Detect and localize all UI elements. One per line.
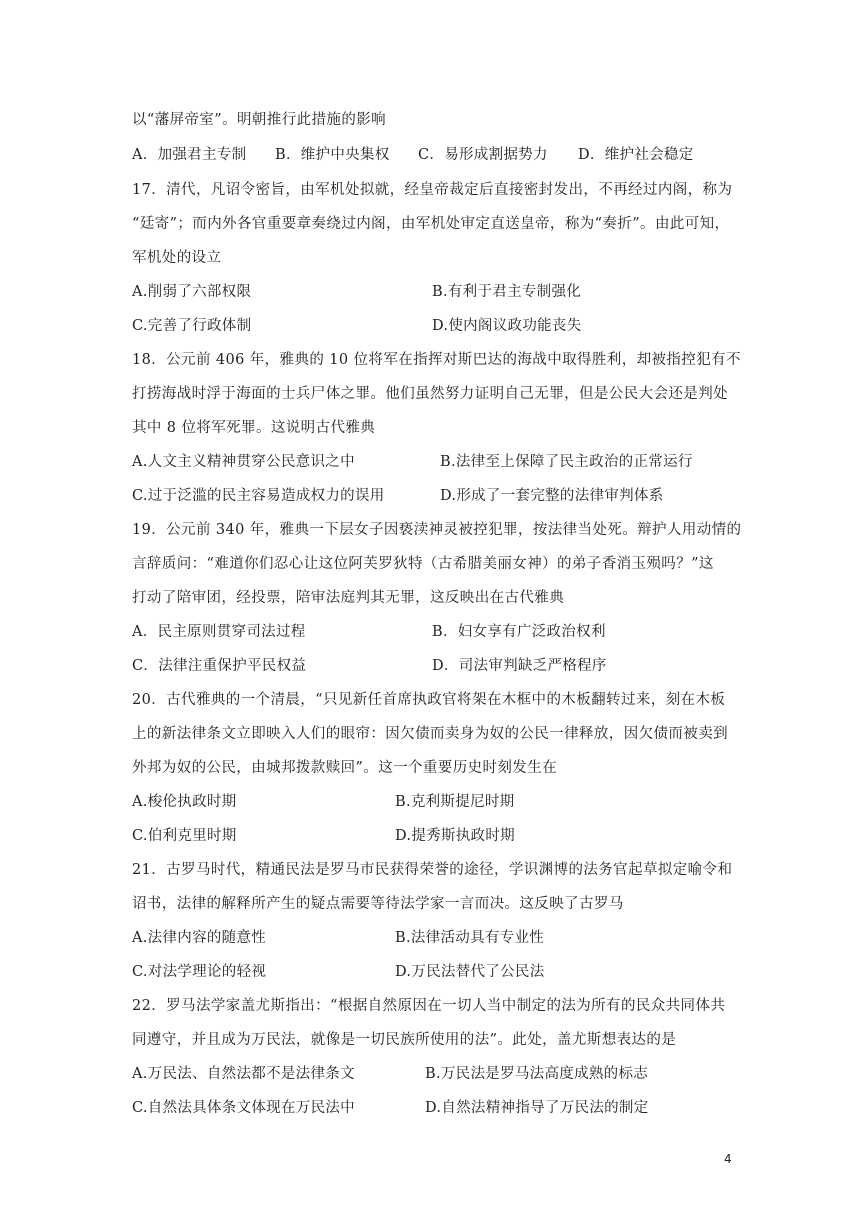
q22-option-d: D.自然法精神指导了万民法的制定	[425, 1100, 649, 1116]
q17-stem-line3: 军机处的设立	[132, 250, 222, 266]
q16-option-c: C．易形成割据势力	[418, 147, 548, 163]
q19-stem-line3: 打动了陪审团，经投票，陪审法庭判其无罪，这反映出在古代雅典	[132, 590, 565, 606]
q18-stem-line1: 18．公元前 406 年，雅典的 10 位将军在指挥对斯巴达的海战中取得胜利，却被指控犯有不	[132, 352, 741, 368]
q16-option-a: A．加强君主专制	[132, 147, 247, 163]
q20-stem-line3: 外邦为奴的公民，由城邦拨款赎回”。这一个重要历史时刻发生在	[132, 760, 558, 776]
q21-option-d: D.万民法替代了公民法	[395, 964, 545, 980]
q20-stem-line1: 20．古代雅典的一个清晨，“只见新任首席执政官将架在木框中的木板翻转过来，刻在木板	[132, 692, 726, 708]
q18-option-c: C.过于泛滥的民主容易造成权力的误用	[132, 488, 385, 504]
q17-option-a: A.削弱了六部权限	[132, 284, 252, 300]
q22-stem-line2: 同遵守，并且成为万民法，就像是一切民族所使用的法”。此处，盖尤斯想表达的是	[132, 1032, 677, 1048]
q22-option-b: B.万民法是罗马法高度成熟的标志	[425, 1066, 649, 1082]
q22-option-c: C.自然法具体条文体现在万民法中	[132, 1100, 355, 1116]
q20-option-a: A.梭伦执政时期	[132, 794, 237, 810]
q18-option-a: A.人文主义精神贯穿公民意识之中	[132, 454, 355, 470]
q17-option-b: B.有利于君主专制强化	[432, 284, 582, 300]
q20-option-c: C.伯利克里时期	[132, 828, 237, 844]
q18-stem-line2: 打捞海战时浮于海面的士兵尸体之罪。他们虽然努力证明自己无罪，但是公民大会还是判处	[132, 386, 728, 402]
q20-option-b: B.克利斯提尼时期	[395, 794, 515, 810]
q17-option-d: D.使内阁议政功能丧失	[432, 318, 582, 334]
q21-option-b: B.法律活动具有专业性	[395, 930, 545, 946]
q21-option-c: C.对法学理论的轻视	[132, 964, 267, 980]
q17-stem-line1: 17．清代，凡诏令密旨，由军机处拟就，经皇帝裁定后直接密封发出，不再经过内阁，称为	[132, 182, 733, 198]
q19-option-c: C．法律注重保护平民权益	[132, 658, 307, 674]
q19-stem-line1: 19．公元前 340 年，雅典一下层女子因亵渎神灵被控犯罪，按法律当处死。辩护人用动情的	[132, 522, 742, 538]
q22-stem-line1: 22．罗马法学家盖尤斯指出：“根据自然原因在一切人当中制定的法为所有的民众共同体共	[132, 998, 726, 1014]
q16-option-d: D．维护社会稳定	[578, 147, 694, 163]
q17-option-c: C.完善了行政体制	[132, 318, 252, 334]
q19-option-a: A．民主原则贯穿司法过程	[132, 624, 306, 640]
q20-stem-line2: 上的新法律条文立即映入人们的眼帘：因欠债而卖身为奴的公民一律释放，因欠债而被卖到	[132, 726, 728, 742]
q16-stem: 以“藩屏帝室”。明朝推行此措施的影响	[132, 112, 387, 128]
q22-option-a: A.万民法、自然法都不是法律条文	[132, 1066, 355, 1082]
q20-option-d: D.提秀斯执政时期	[395, 828, 515, 844]
q18-stem-line3: 其中 8 位将军死罪。这说明古代雅典	[132, 420, 376, 436]
q21-stem-line2: 诏书，法律的解释所产生的疑点需要等待法学家一言而决。这反映了古罗马	[132, 896, 624, 912]
q16-option-b: B．维护中央集权	[275, 147, 390, 163]
q19-option-b: B．妇女享有广泛政治权利	[432, 624, 606, 640]
q19-option-d: D．司法审判缺乏严格程序	[432, 658, 607, 674]
page-number: 4	[724, 1152, 732, 1166]
q21-option-a: A.法律内容的随意性	[132, 930, 267, 946]
q18-option-d: D.形成了一套完整的法律审判体系	[440, 488, 664, 504]
q21-stem-line1: 21．古罗马时代，精通民法是罗马市民获得荣誉的途径，学识渊博的法务官起草拟定喻令和	[132, 862, 733, 878]
q17-stem-line2: “廷寄”；而内外各官重要章奏绕过内阁，由军机处审定直送皇帝，称为“奏折”。由此可知，	[132, 216, 730, 232]
q18-option-b: B.法律至上保障了民主政治的正常运行	[440, 454, 693, 470]
q19-stem-line2: 言辞质问：“难道你们忍心让这位阿芙罗狄特（古希腊美丽女神）的弟子香消玉殒吗？”这	[132, 556, 714, 572]
